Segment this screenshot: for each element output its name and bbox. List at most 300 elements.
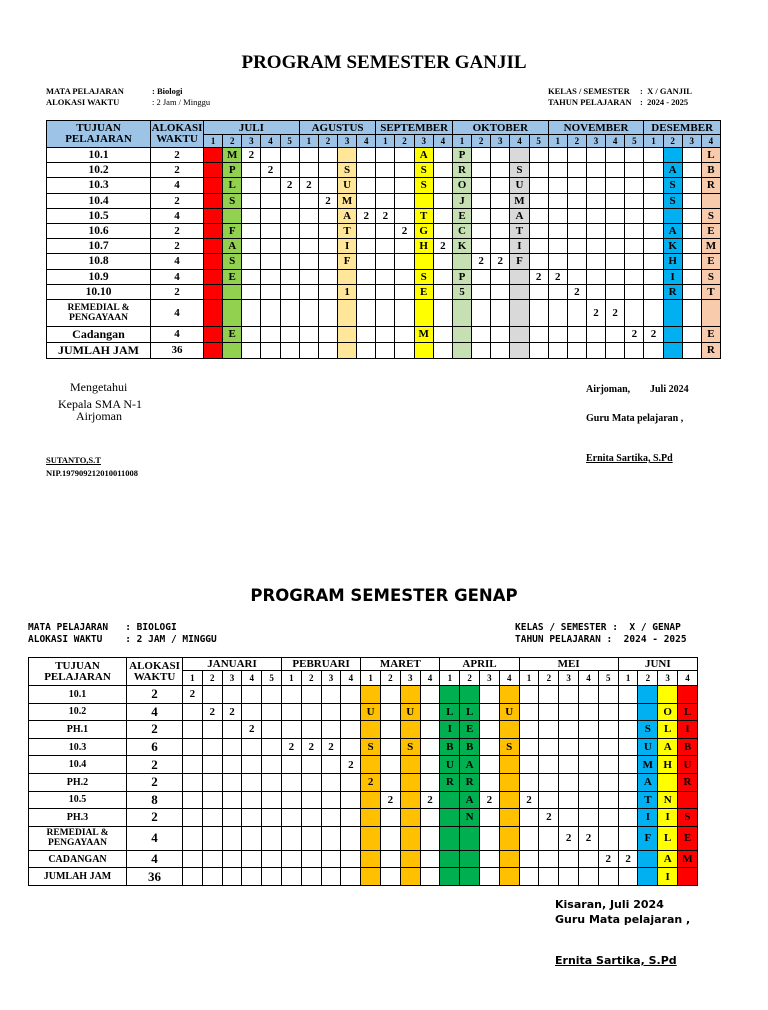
week-cell [361, 850, 381, 868]
week-cell [318, 239, 337, 254]
week-cell [299, 299, 318, 326]
week-header: 2 [539, 671, 559, 686]
week-cell: 2 [280, 178, 299, 193]
week-cell: 2 [299, 178, 318, 193]
week-cell [682, 223, 701, 238]
week-cell: S [701, 269, 720, 284]
week-cell [341, 809, 361, 827]
month-header: MEI [519, 658, 618, 671]
week-cell [183, 756, 203, 774]
week-cell [480, 826, 500, 850]
ganjil-mengetahui: Mengetahui [70, 380, 128, 394]
schedule-row [29, 826, 698, 850]
week-cell: 2 [376, 208, 395, 223]
week-cell [222, 791, 242, 809]
week-cell [480, 721, 500, 739]
week-header: 5 [598, 671, 618, 686]
week-cell [280, 254, 299, 269]
week-cell [559, 738, 579, 756]
week-cell [204, 223, 223, 238]
week-cell [262, 826, 282, 850]
week-header: 1 [519, 671, 539, 686]
week-cell [357, 269, 376, 284]
schedule-row [47, 299, 721, 326]
week-cell [682, 239, 701, 254]
week-cell [644, 223, 663, 238]
week-cell [618, 738, 638, 756]
week-cell: B [440, 738, 460, 756]
schedule-row [29, 703, 698, 721]
week-cell [242, 299, 261, 326]
week-cell [381, 686, 401, 704]
week-cell [510, 269, 529, 284]
week-cell [472, 269, 491, 284]
row-label: PH.2 [29, 773, 127, 791]
schedule-row [47, 269, 721, 284]
week-cell [222, 850, 242, 868]
week-cell [625, 178, 644, 193]
ganjil-tahun-value: : 2024 - 2025 [640, 97, 689, 107]
week-cell [663, 208, 682, 223]
week-cell: T [414, 208, 433, 223]
week-cell [318, 342, 337, 358]
week-cell [282, 703, 302, 721]
row-jam: 2 [151, 284, 204, 299]
week-cell [519, 809, 539, 827]
week-cell [606, 269, 625, 284]
week-cell [318, 284, 337, 299]
week-cell [299, 342, 318, 358]
week-cell: R [678, 773, 698, 791]
week-cell [625, 148, 644, 163]
week-cell: 2 [202, 703, 222, 721]
ganjil-kelas-label: KELAS / SEMESTER [548, 86, 630, 96]
week-header: 2 [318, 135, 337, 148]
week-cell [318, 326, 337, 342]
week-cell [433, 208, 452, 223]
week-cell: S [223, 254, 242, 269]
week-cell [519, 756, 539, 774]
schedule-row [47, 342, 721, 358]
schedule-row [47, 284, 721, 299]
week-cell [318, 299, 337, 326]
week-cell [682, 163, 701, 178]
week-cell [499, 721, 519, 739]
row-label: 10.8 [47, 254, 151, 269]
week-cell [261, 342, 280, 358]
row-jam: 4 [127, 826, 183, 850]
week-cell [606, 193, 625, 208]
week-cell [606, 254, 625, 269]
week-cell [491, 269, 510, 284]
week-cell [204, 163, 223, 178]
genap-mapel: MATA PELAJARAN : BIOLOGI [28, 622, 177, 633]
week-cell [539, 756, 559, 774]
week-cell: E [701, 223, 720, 238]
week-cell: M [638, 756, 658, 774]
week-header: 4 [678, 671, 698, 686]
week-cell [559, 703, 579, 721]
week-cell: N [658, 791, 678, 809]
week-cell [395, 299, 414, 326]
week-cell [242, 756, 262, 774]
week-cell: E [452, 208, 471, 223]
week-cell [606, 342, 625, 358]
week-cell [510, 299, 529, 326]
week-cell [567, 178, 586, 193]
week-cell [433, 284, 452, 299]
week-cell [548, 178, 567, 193]
week-cell [658, 773, 678, 791]
week-cell [567, 299, 586, 326]
week-cell [400, 826, 420, 850]
week-cell [491, 163, 510, 178]
week-cell [567, 208, 586, 223]
ganjil-kepala-nama: SUTANTO,S.T [46, 455, 101, 465]
row-jam: 8 [127, 791, 183, 809]
week-cell [299, 223, 318, 238]
week-cell: I [658, 868, 678, 886]
week-cell [301, 686, 321, 704]
week-cell: T [638, 791, 658, 809]
week-cell [663, 326, 682, 342]
week-cell [202, 773, 222, 791]
genap-title: PROGRAM SEMESTER GENAP [250, 586, 518, 605]
week-cell [321, 686, 341, 704]
week-cell [222, 721, 242, 739]
week-cell: I [678, 721, 698, 739]
week-cell [440, 826, 460, 850]
genap-guru-nama: Ernita Sartika, S.Pd [555, 954, 677, 967]
week-cell: S [414, 178, 433, 193]
week-cell: 2 [282, 738, 302, 756]
row-jam: 4 [151, 299, 204, 326]
week-cell [491, 178, 510, 193]
week-cell: U [510, 178, 529, 193]
week-cell: A [658, 850, 678, 868]
week-cell [559, 756, 579, 774]
week-cell [357, 254, 376, 269]
week-header: 2 [460, 671, 480, 686]
week-cell [472, 239, 491, 254]
week-cell [381, 868, 401, 886]
week-cell [261, 239, 280, 254]
week-cell [433, 148, 452, 163]
week-cell [579, 721, 599, 739]
week-cell [519, 850, 539, 868]
week-cell: L [678, 703, 698, 721]
week-cell [261, 178, 280, 193]
week-cell [318, 148, 337, 163]
row-jam: 36 [151, 342, 204, 358]
week-cell [682, 299, 701, 326]
week-cell [586, 178, 605, 193]
week-cell [242, 826, 262, 850]
week-cell: 2 [579, 826, 599, 850]
week-cell [519, 826, 539, 850]
week-cell [321, 826, 341, 850]
week-cell [280, 284, 299, 299]
week-cell: U [361, 703, 381, 721]
week-cell: E [460, 721, 480, 739]
week-cell [341, 773, 361, 791]
schedule-row [29, 686, 698, 704]
week-header: 1 [282, 671, 302, 686]
week-cell [440, 791, 460, 809]
week-header: 3 [586, 135, 605, 148]
week-cell [222, 773, 242, 791]
week-cell [480, 703, 500, 721]
week-cell [202, 868, 222, 886]
week-cell [262, 703, 282, 721]
week-cell [280, 208, 299, 223]
week-cell [606, 178, 625, 193]
week-cell: 2 [420, 791, 440, 809]
week-header: 4 [341, 671, 361, 686]
week-cell: S [510, 163, 529, 178]
week-cell [280, 193, 299, 208]
week-cell [420, 738, 440, 756]
week-cell [261, 299, 280, 326]
week-cell [282, 756, 302, 774]
week-cell [183, 791, 203, 809]
week-cell [183, 826, 203, 850]
week-cell [433, 193, 452, 208]
week-cell [280, 163, 299, 178]
week-cell [586, 239, 605, 254]
week-cell [338, 299, 357, 326]
week-cell [282, 809, 302, 827]
week-cell [381, 773, 401, 791]
week-cell [357, 299, 376, 326]
week-cell [262, 721, 282, 739]
week-cell [682, 193, 701, 208]
week-cell [376, 223, 395, 238]
week-cell: I [338, 239, 357, 254]
week-cell [420, 868, 440, 886]
week-header: 5 [529, 135, 548, 148]
week-cell [301, 850, 321, 868]
week-header: 5 [280, 135, 299, 148]
week-cell [682, 284, 701, 299]
week-header: 3 [682, 135, 701, 148]
week-cell [183, 738, 203, 756]
week-cell [357, 148, 376, 163]
week-header: 4 [701, 135, 720, 148]
week-header: 1 [440, 671, 460, 686]
week-header: 3 [491, 135, 510, 148]
week-cell [460, 686, 480, 704]
week-cell [618, 868, 638, 886]
week-cell [433, 299, 452, 326]
row-jam: 4 [151, 254, 204, 269]
genap-tempat-tanggal: Kisaran, Juli 2024 [555, 898, 664, 911]
schedule-row [29, 721, 698, 739]
week-cell [242, 773, 262, 791]
week-cell [204, 299, 223, 326]
week-header: 1 [204, 135, 223, 148]
week-cell [301, 756, 321, 774]
week-cell [338, 342, 357, 358]
week-cell [567, 223, 586, 238]
month-header: JANUARI [183, 658, 282, 671]
week-cell [361, 756, 381, 774]
schedule-row [29, 773, 698, 791]
week-cell: 2 [321, 738, 341, 756]
week-cell: H [414, 239, 433, 254]
week-cell: 2 [395, 223, 414, 238]
week-cell [376, 178, 395, 193]
week-cell [357, 342, 376, 358]
week-cell: E [701, 254, 720, 269]
ganjil-guru-nama: Ernita Sartika, S.Pd [586, 453, 673, 464]
week-cell: H [658, 756, 678, 774]
week-cell: R [663, 284, 682, 299]
week-cell [529, 208, 548, 223]
week-cell: S [400, 738, 420, 756]
week-cell [579, 868, 599, 886]
ganjil-kelas-value: : X / GANJIL [640, 86, 692, 96]
week-cell [625, 163, 644, 178]
week-cell [529, 178, 548, 193]
ganjil-schedule-table [46, 120, 721, 359]
week-cell [318, 163, 337, 178]
row-jam: 2 [127, 721, 183, 739]
week-cell [548, 254, 567, 269]
row-label: JUMLAH JAM [29, 868, 127, 886]
week-cell [618, 721, 638, 739]
week-cell: 2 [548, 269, 567, 284]
week-cell: E [701, 326, 720, 342]
week-cell: L [658, 721, 678, 739]
week-cell [548, 239, 567, 254]
week-cell [491, 284, 510, 299]
week-cell [282, 773, 302, 791]
month-header: AGUSTUS [299, 121, 376, 135]
week-cell [202, 686, 222, 704]
week-cell [433, 178, 452, 193]
week-cell [280, 326, 299, 342]
row-label: PH.1 [29, 721, 127, 739]
row-label: 10.4 [47, 193, 151, 208]
week-header: 2 [202, 671, 222, 686]
week-cell [301, 791, 321, 809]
week-cell [539, 791, 559, 809]
genap-kelas: KELAS / SEMESTER : X / GENAP [515, 622, 681, 633]
week-cell [262, 868, 282, 886]
ganjil-kepala-nip: NIP.197909212010011008 [46, 468, 139, 478]
week-cell [357, 326, 376, 342]
week-cell [318, 254, 337, 269]
week-cell [519, 703, 539, 721]
ganjil-guru-label: Guru Mata pelajaran , [586, 413, 684, 424]
week-cell: R [701, 178, 720, 193]
week-cell [440, 868, 460, 886]
week-cell [183, 773, 203, 791]
week-cell [420, 850, 440, 868]
week-cell [400, 791, 420, 809]
week-cell [579, 756, 599, 774]
week-cell [341, 868, 361, 886]
week-cell: K [452, 239, 471, 254]
row-jam: 4 [127, 703, 183, 721]
row-jam: 2 [127, 756, 183, 774]
week-cell [395, 178, 414, 193]
week-cell [357, 178, 376, 193]
week-cell [400, 721, 420, 739]
ganjil-mapel-value: : Biologi [152, 86, 183, 96]
week-cell [321, 868, 341, 886]
week-cell: 2 [261, 163, 280, 178]
week-cell: E [223, 326, 242, 342]
week-cell [663, 342, 682, 358]
week-header: 1 [452, 135, 471, 148]
week-cell [357, 223, 376, 238]
week-cell [301, 809, 321, 827]
week-cell [381, 809, 401, 827]
week-cell [472, 299, 491, 326]
week-header: 2 [663, 135, 682, 148]
row-label: 10.3 [47, 178, 151, 193]
week-cell: A [414, 148, 433, 163]
week-cell: R [460, 773, 480, 791]
ganjil-alokasi-label: ALOKASI WAKTU [46, 97, 120, 107]
week-cell [539, 738, 559, 756]
week-cell: J [452, 193, 471, 208]
week-cell [242, 254, 261, 269]
week-cell [567, 269, 586, 284]
week-cell [262, 738, 282, 756]
week-cell: 2 [341, 756, 361, 774]
week-cell: M [414, 326, 433, 342]
week-cell [559, 791, 579, 809]
week-cell: A [658, 738, 678, 756]
week-cell [567, 193, 586, 208]
week-cell [539, 686, 559, 704]
week-cell [223, 299, 242, 326]
week-cell [381, 826, 401, 850]
week-cell [202, 809, 222, 827]
genap-tahun: TAHUN PELAJARAN : 2024 - 2025 [515, 634, 687, 645]
schedule-row [47, 163, 721, 178]
week-cell [499, 850, 519, 868]
week-cell [262, 809, 282, 827]
week-cell [491, 342, 510, 358]
row-label: 10.4 [29, 756, 127, 774]
week-cell [341, 738, 361, 756]
week-cell [222, 809, 242, 827]
week-cell [381, 738, 401, 756]
week-cell [701, 193, 720, 208]
week-cell [586, 148, 605, 163]
week-cell [282, 850, 302, 868]
week-cell [618, 773, 638, 791]
week-cell [519, 721, 539, 739]
week-cell [204, 284, 223, 299]
week-cell: 2 [618, 850, 638, 868]
week-cell [510, 326, 529, 342]
week-cell: 2 [586, 299, 605, 326]
ganjil-tahun-label: TAHUN PELAJARAN [548, 97, 632, 107]
week-cell: 5 [452, 284, 471, 299]
week-cell: S [663, 178, 682, 193]
week-cell: S [414, 269, 433, 284]
week-cell [204, 326, 223, 342]
schedule-row [29, 868, 698, 886]
week-cell: S [499, 738, 519, 756]
week-cell [204, 178, 223, 193]
week-cell [318, 208, 337, 223]
